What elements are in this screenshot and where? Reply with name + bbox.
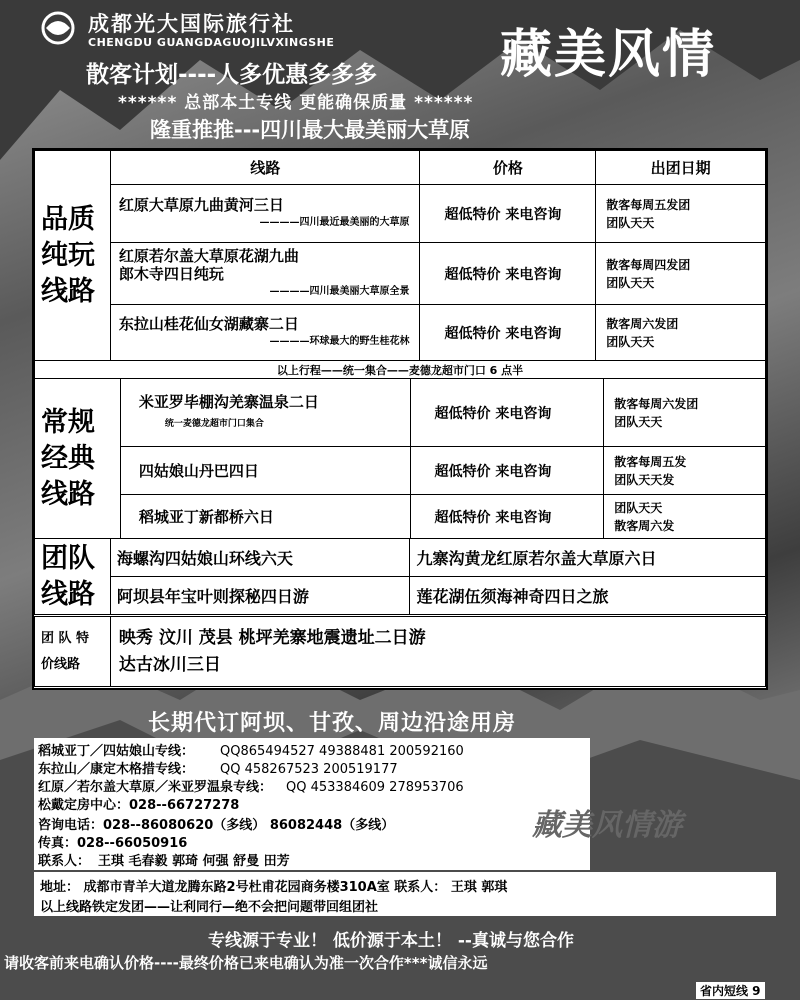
route-table-special xyxy=(34,616,766,687)
route-name: 四姑娘山丹巴四日 xyxy=(138,461,259,480)
contact-row: 联系人： 王琪 毛春毅 郭琦 何强 舒曼 田芳 xyxy=(38,854,290,869)
address-line: 地址： 成都市青羊大道龙腾东路2号杜甫花园商务楼310A室 联系人： 王琪 郭琪 xyxy=(40,880,508,895)
route-table-panel xyxy=(32,148,768,690)
route-table-group xyxy=(34,538,766,615)
category-quality: 品质 纯玩 线路 xyxy=(35,151,111,361)
agency-pinyin: CHENGDU GUANGDAGUOJILVXINGSHE xyxy=(88,36,335,49)
route-name: 红原大草原九曲黄河三日 xyxy=(118,195,284,214)
agency-logo-icon xyxy=(36,10,80,46)
route-note: ————环球最大的野生桂花林 xyxy=(269,335,410,347)
route-price: 超低特价 来电咨询 xyxy=(410,495,604,539)
category-special: 团 队 特 价线路 xyxy=(35,617,111,687)
category-group: 团队 线路 xyxy=(35,539,111,615)
table-row xyxy=(35,617,766,687)
contact-row: 咨询电话：028--86080620（多线） 86082448（多线） xyxy=(38,818,395,833)
route-name-2: 郎木寺四日纯玩 xyxy=(118,264,224,283)
route-name: 稻城亚丁新都桥六日 xyxy=(138,507,274,526)
contact-row: 稻城亚丁／四姑娘山专线： QQ865494527 49388481 200592160 xyxy=(38,744,464,759)
table-row xyxy=(35,539,766,577)
watermark-text: 藏美风情游 xyxy=(532,808,682,843)
route-date: 散客每周五发 xyxy=(614,454,687,469)
group-route: 莲花湖伍须海神奇四日之旅 xyxy=(410,577,766,615)
category-classic: 常规 经典 线路 xyxy=(35,379,121,539)
address-panel xyxy=(34,872,776,916)
special-route: 映秀 汶川 茂县 桃坪羌寨地震遗址二日游 xyxy=(118,627,426,648)
route-date: 团队天天 xyxy=(614,414,663,429)
route-note: ————四川最美丽大草原全景 xyxy=(269,285,410,297)
group-route: 阿坝县年宝叶则探秘四日游 xyxy=(110,577,410,615)
route-date: 团队天天 xyxy=(606,275,655,290)
route-date: 团队天天 xyxy=(606,215,655,230)
slogan-title: 藏美风情 xyxy=(500,24,717,85)
route-date: 散客周六发团 xyxy=(606,316,679,331)
hq-line: ****** 总部本土专线 更能确保质量 ****** xyxy=(118,93,474,113)
route-date: 散客每周五发团 xyxy=(606,197,691,212)
promo-line: 隆重推推---四川最大最美丽大草原 xyxy=(150,118,471,142)
col-price-header: 价格 xyxy=(420,151,596,185)
bottom-slogan-1: 专线源于专业！ 低价源于本土！ --真诚与您合作 xyxy=(208,931,574,951)
address-note: 以上线路铁定发团——让利同行—绝不会把问题带回组团社 xyxy=(40,900,379,915)
table-row xyxy=(35,379,766,447)
route-date: 散客每周四发团 xyxy=(606,257,691,272)
gather-note: 以上行程——统一集合——麦德龙超市门口 6 点半 xyxy=(35,361,766,379)
table-row xyxy=(35,447,766,495)
group-route: 海螺沟四姑娘山环线六天 xyxy=(110,539,410,577)
group-route: 九寨沟黄龙红原若尔盖大草原六日 xyxy=(410,539,766,577)
route-note: 统一麦德龙超市门口集合 xyxy=(164,418,264,429)
agency-name: 成都光大国际旅行社 xyxy=(88,12,295,36)
route-date: 团队天天 xyxy=(606,334,655,349)
route-note: ————四川最近最美丽的大草原 xyxy=(259,216,410,228)
route-price: 超低特价 来电咨询 xyxy=(420,243,596,305)
contact-row: 东拉山／康定木格措专线： QQ 458267523 200519177 xyxy=(38,762,398,777)
route-date: 团队天天发 xyxy=(614,472,675,487)
route-date: 团队天天 xyxy=(614,500,663,515)
route-table-classic xyxy=(34,378,766,539)
table-row xyxy=(35,243,766,305)
route-date: 散客周六发 xyxy=(614,518,675,533)
col-date-header: 出团日期 xyxy=(596,151,766,185)
route-name: 红原若尔盖大草原花湖九曲 xyxy=(118,246,299,265)
route-price: 超低特价 来电咨询 xyxy=(420,185,596,243)
bottom-slogan-2: 请收客前来电确认价格----最终价格已来电确认为准一次合作***诚信永远 xyxy=(4,954,488,972)
route-price: 超低特价 来电咨询 xyxy=(420,305,596,361)
route-table-quality xyxy=(34,150,766,379)
contact-row: 松戴定房中心：028--66727278 xyxy=(38,798,240,813)
route-name: 米亚罗毕棚沟羌寨温泉二日 xyxy=(138,392,319,411)
booking-headline: 长期代订阿坝、甘孜、周边沿途用房 xyxy=(148,711,517,736)
route-date: 散客每周六发团 xyxy=(614,396,699,411)
table-row xyxy=(35,577,766,615)
contact-panel xyxy=(34,738,590,870)
route-price: 超低特价 来电咨询 xyxy=(410,379,604,447)
contact-row: 传真：028--66050916 xyxy=(38,836,188,851)
table-row xyxy=(35,305,766,361)
plan-line: 散客计划----人多优惠多多多 xyxy=(86,62,378,88)
table-row xyxy=(35,495,766,539)
special-route: 达古冰川三日 xyxy=(118,654,221,675)
route-price: 超低特价 来电咨询 xyxy=(410,447,604,495)
col-route-header: 线路 xyxy=(110,151,420,185)
contact-row: 红原／若尔盖大草原／米亚罗温泉专线： QQ 453384609 278953706 xyxy=(38,780,464,795)
route-name: 东拉山桂花仙女湖藏寨二日 xyxy=(118,314,299,333)
page-footer: 省内短线 9 xyxy=(696,982,765,999)
table-row xyxy=(35,185,766,243)
